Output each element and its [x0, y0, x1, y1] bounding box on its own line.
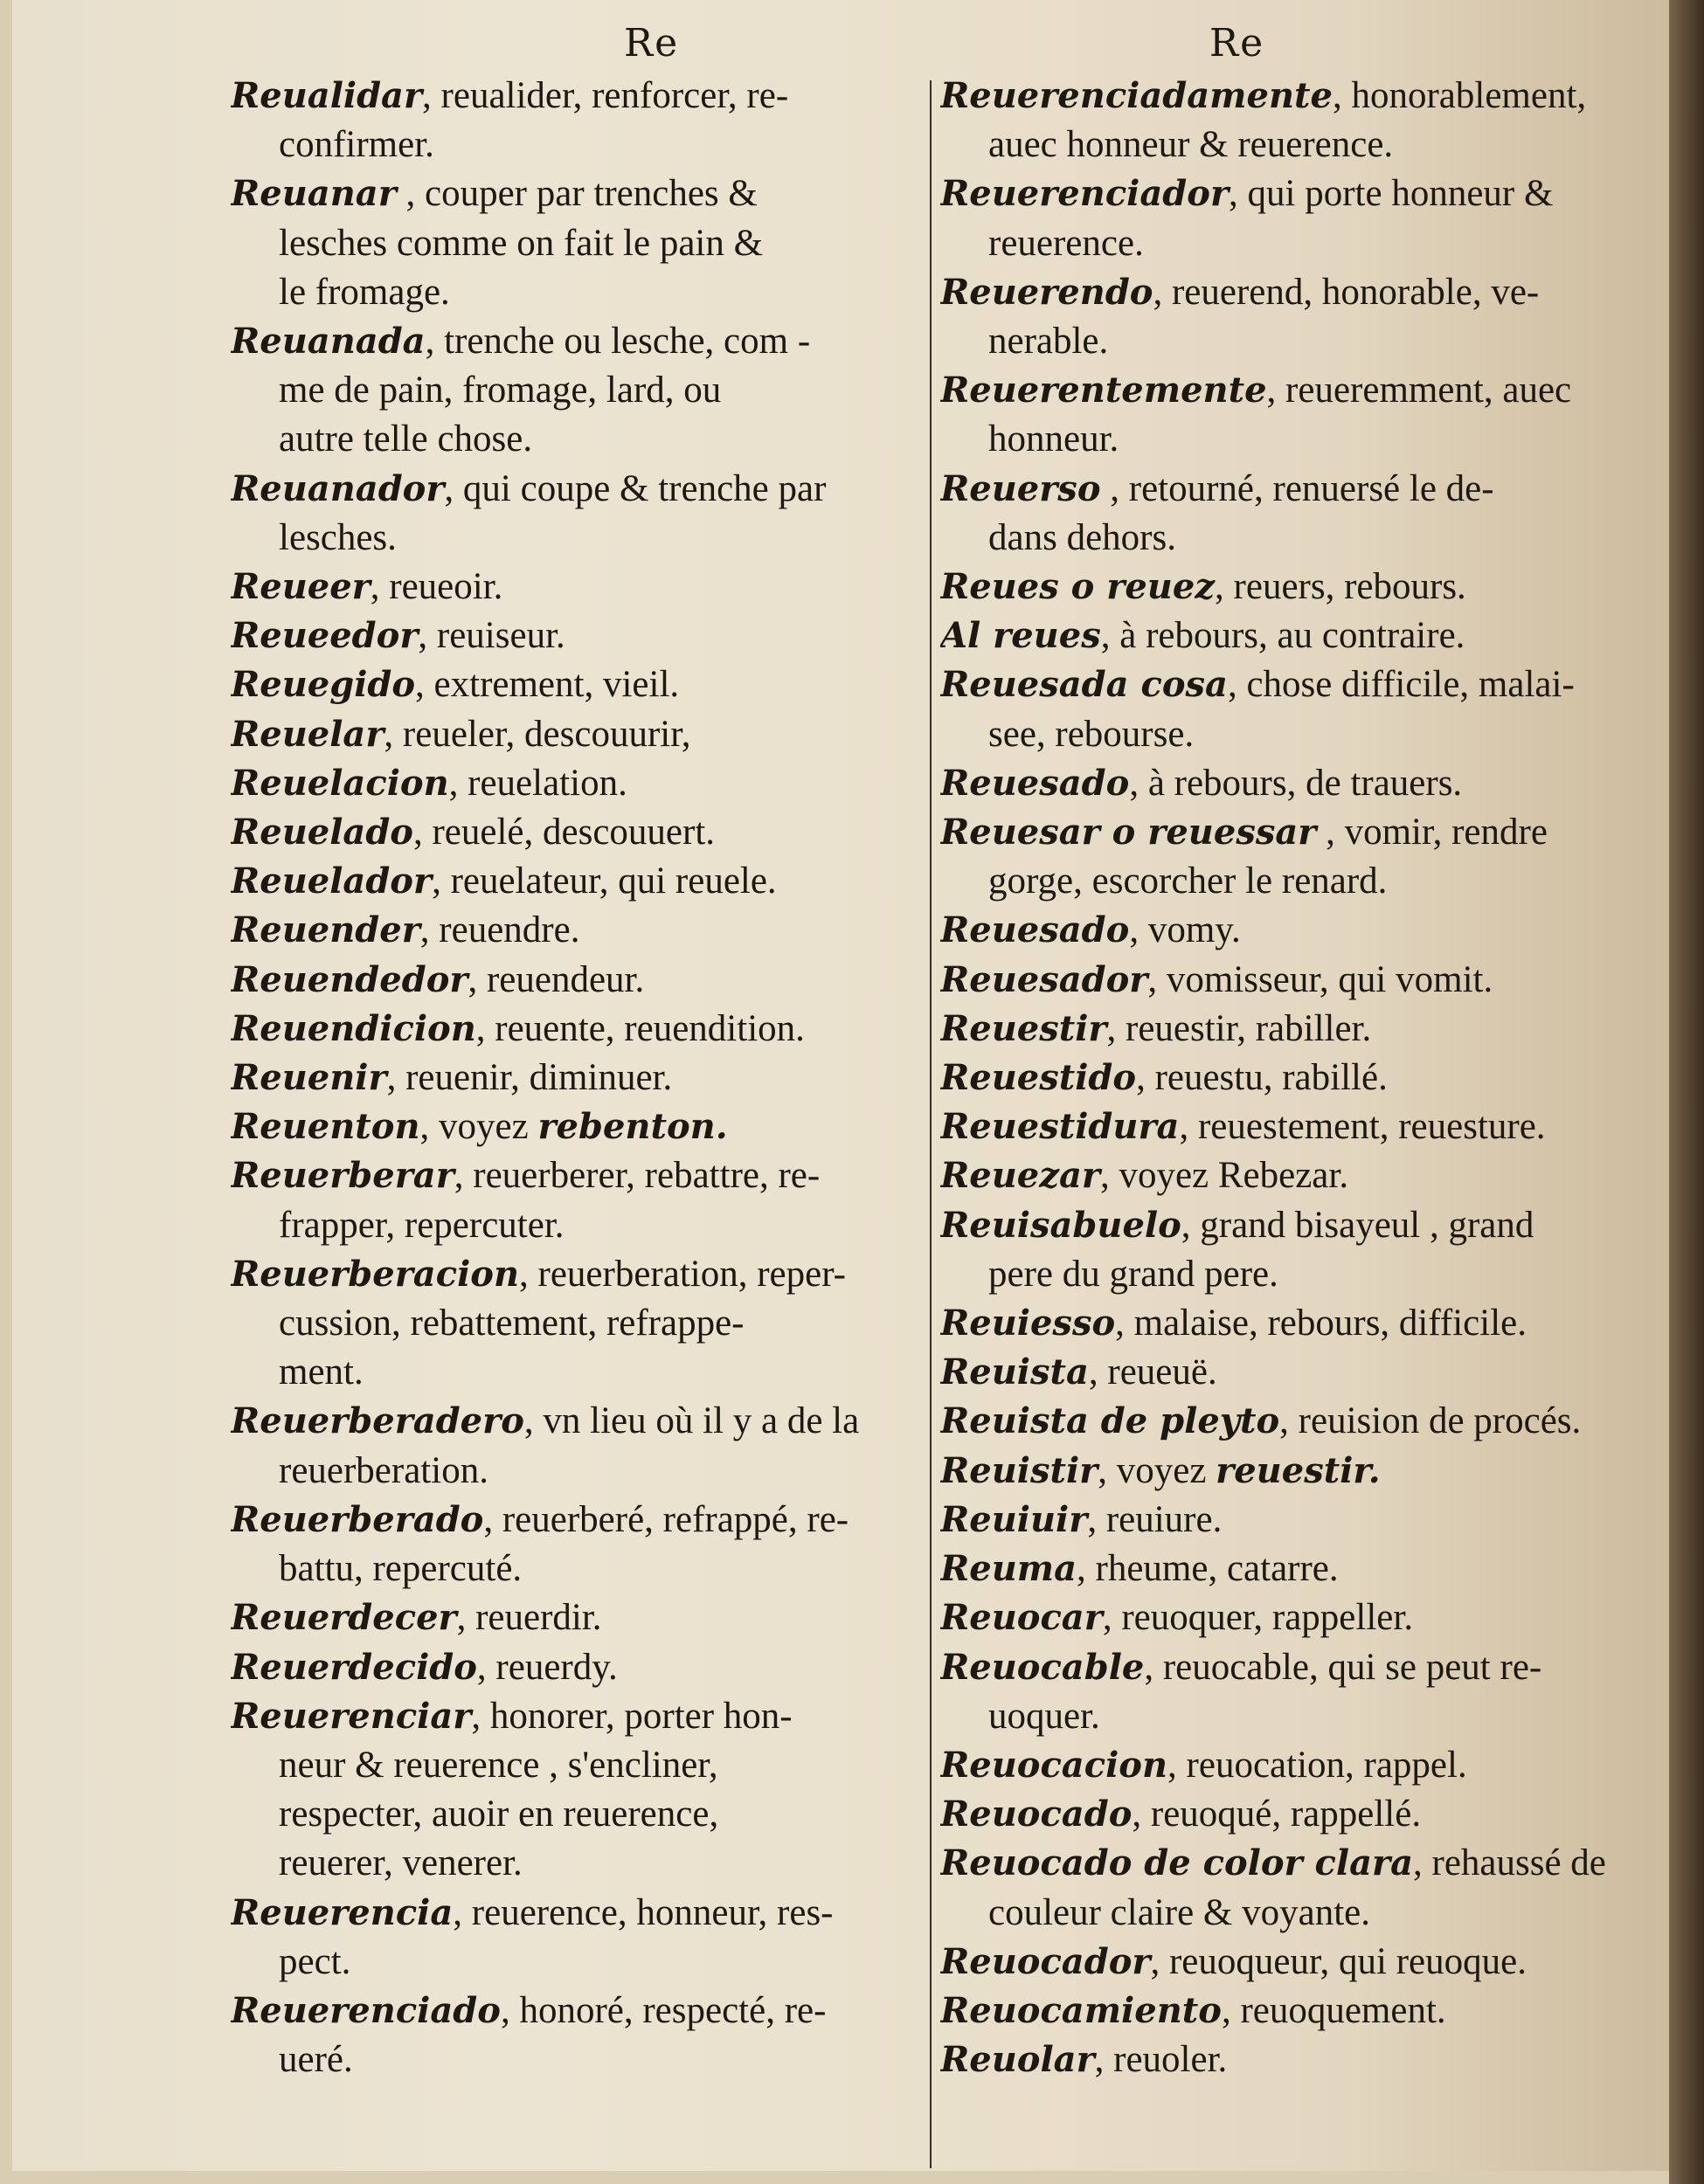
- entry-headword: Reueer: [231, 566, 371, 608]
- entry-continuation: cussion, rebattement, refrappe-: [279, 1303, 745, 1344]
- dictionary-entry: [231, 72, 912, 169]
- dictionary-entry: [231, 1151, 912, 1249]
- dictionary-entry: [231, 1643, 912, 1692]
- entry-headword: Reuocado: [940, 1794, 1133, 1835]
- entry-definition: , reuelation.: [448, 762, 627, 804]
- dictionary-entry: [231, 169, 912, 317]
- entry-definition: , reuerence, honneur, res-: [453, 1891, 834, 1933]
- entry-definition: , couper par trenches &: [396, 173, 758, 215]
- entry-continuation: auec honneur & reuerence.: [988, 124, 1394, 166]
- entry-headword: Reuelador: [231, 860, 433, 902]
- book-edge: [1669, 0, 1704, 2184]
- entry-headword: Reuanador: [231, 467, 445, 509]
- dictionary-entry: [231, 1496, 912, 1593]
- entry-definition: , reueler, descouurir,: [384, 713, 691, 755]
- entry-continuation: reuerence.: [988, 222, 1144, 264]
- dictionary-entry: [231, 906, 912, 955]
- entry-headword: Reuesar o reuessar: [940, 812, 1317, 854]
- entry-headword: Reuerenciado: [231, 1989, 501, 2031]
- dictionary-entry: [940, 1005, 1639, 1054]
- entry-definition: , reueuë.: [1088, 1351, 1217, 1393]
- entry-definition: , reuendre.: [419, 909, 580, 951]
- entry-headword: Reuerendo: [940, 271, 1153, 313]
- entry-headword: Reues o reuez: [940, 566, 1216, 608]
- entry-continuation: uoquer.: [988, 1695, 1100, 1737]
- entry-headword: Reuerberadero: [231, 1400, 524, 1442]
- entry-continuation: battu, repercuté.: [279, 1548, 523, 1590]
- dictionary-entry: [231, 660, 912, 709]
- dictionary-entry: [231, 1397, 912, 1495]
- entry-definition: , reuestu, rabillé.: [1136, 1057, 1388, 1099]
- entry-definition: , voyez: [1098, 1449, 1216, 1491]
- entry-continuation: reuerer, venerer.: [279, 1842, 523, 1884]
- dictionary-entry: [231, 1054, 912, 1102]
- dictionary-entry: [231, 1005, 912, 1054]
- entry-headword: Reuesado: [940, 909, 1130, 951]
- entry-continuation: le fromage.: [279, 271, 450, 313]
- entry-definition: , reuoqué, rappellé.: [1132, 1794, 1422, 1835]
- entry-headword: Reuista de pleyto: [940, 1400, 1280, 1442]
- entry-definition: , reuerberé, refrappé, re-: [483, 1498, 849, 1540]
- entry-headword: Reuendicion: [231, 1007, 476, 1049]
- dictionary-entry: [940, 2035, 1639, 2084]
- dictionary-entry: [940, 1102, 1639, 1151]
- entry-definition: , vn lieu où il y a de la: [523, 1400, 860, 1442]
- entry-headword: Reuender: [231, 909, 420, 951]
- entry-headword: Reuerenciador: [940, 173, 1230, 215]
- entry-definition: , vomy.: [1129, 909, 1241, 951]
- entry-headword: Reuerdecido: [231, 1646, 477, 1688]
- entry-continuation: see, rebourse.: [988, 713, 1195, 755]
- entry-continuation: reuerberation.: [279, 1449, 488, 1491]
- entry-headword: Reuerenciadamente: [940, 75, 1333, 116]
- dictionary-entry: [231, 1889, 912, 1987]
- entry-headword: Reueedor: [231, 615, 419, 657]
- entry-definition: , qui coupe & trenche par: [444, 467, 827, 509]
- entry-headword: Reuma: [940, 1548, 1077, 1590]
- entry-continuation: gorge, escorcher le renard.: [988, 860, 1388, 902]
- entry-continuation: lesches comme on fait le pain &: [279, 222, 764, 264]
- dictionary-entry: [231, 1692, 912, 1889]
- entry-headword: Reuerso: [940, 467, 1101, 509]
- entry-headword: Reuelar: [231, 713, 384, 755]
- entry-definition: , reuendeur.: [468, 958, 645, 1000]
- dictionary-entry: [940, 1054, 1639, 1102]
- entry-definition: , reuerberation, reper-: [519, 1253, 846, 1295]
- dictionary-entry: [940, 1348, 1639, 1397]
- dictionary-entry: [231, 465, 912, 563]
- entry-definition: , reuerdir.: [456, 1597, 602, 1639]
- entry-definition: , qui porte honneur &: [1229, 173, 1554, 215]
- entry-definition: , reuestir, rabiller.: [1106, 1007, 1372, 1049]
- entry-definition: , reuocable, qui se peut re-: [1144, 1646, 1542, 1688]
- entry-definition: , vomir, rendre: [1316, 812, 1548, 854]
- entry-headword: Reuanar: [231, 173, 397, 215]
- dictionary-page: [12, 0, 1686, 2171]
- dictionary-entry: [940, 1201, 1639, 1299]
- entry-definition: , rheume, catarre.: [1077, 1548, 1339, 1590]
- entry-headword: Reuerberacion: [231, 1253, 520, 1295]
- dictionary-entry: [940, 1299, 1639, 1348]
- entry-definition: , reuerberer, rebattre, re-: [454, 1155, 821, 1197]
- entry-definition: , reuocation, rappel.: [1167, 1744, 1467, 1786]
- entry-definition: , à rebours, de trauers.: [1129, 762, 1463, 804]
- entry-definition: , reuerend, honorable, ve-: [1153, 271, 1540, 313]
- entry-cross-reference: reuestir.: [1216, 1449, 1381, 1491]
- entry-continuation: confirmer.: [279, 124, 434, 166]
- dictionary-entry: [940, 759, 1639, 808]
- entry-headword: Reuiuir: [940, 1498, 1088, 1540]
- dictionary-entry: [231, 956, 912, 1005]
- entry-headword: Reuocamiento: [940, 1989, 1222, 2031]
- entry-definition: , reuers, rebours.: [1215, 566, 1466, 608]
- entry-headword: Reuesador: [940, 958, 1148, 1000]
- dictionary-entry: [940, 1397, 1639, 1446]
- dictionary-entry: [940, 366, 1639, 464]
- entry-headword: Reuocado de color clara: [940, 1842, 1414, 1884]
- entry-headword: Reuenton: [231, 1106, 420, 1148]
- entry-headword: Reuesada cosa: [940, 664, 1228, 706]
- entry-headword: Reuelacion: [231, 762, 449, 804]
- entry-definition: , vomisseur, qui vomit.: [1147, 958, 1493, 1000]
- entry-definition: , reuerdy.: [476, 1646, 618, 1688]
- dictionary-entry: [231, 563, 912, 612]
- dictionary-entry: [940, 808, 1639, 906]
- entry-headword: Reuocacion: [940, 1744, 1168, 1786]
- entry-headword: Reuezar: [940, 1155, 1100, 1197]
- dictionary-entry: [940, 1496, 1639, 1545]
- entry-cross-reference: rebenton.: [537, 1106, 728, 1148]
- entry-definition: , rehaussé de: [1413, 1842, 1606, 1884]
- entry-headword: Reuerberar: [231, 1155, 454, 1197]
- entry-definition: , reuiseur.: [418, 615, 565, 657]
- entry-continuation: autre telle chose.: [279, 418, 533, 460]
- entry-headword: Reuenir: [231, 1057, 387, 1099]
- dictionary-entry: [940, 612, 1639, 660]
- dictionary-entry: [231, 1250, 912, 1398]
- entry-headword: Reuesado: [940, 762, 1130, 804]
- entry-definition: , reuision de procés.: [1279, 1400, 1582, 1442]
- dictionary-entry: [940, 660, 1639, 758]
- entry-continuation: ment.: [279, 1351, 364, 1393]
- entry-definition: , reuelé, descouuert.: [412, 812, 716, 854]
- entry-continuation: neur & reuerence , s'encliner,: [279, 1744, 718, 1786]
- entry-definition: , honorer, porter hon-: [471, 1695, 793, 1737]
- entry-headword: Reuiesso: [940, 1303, 1116, 1344]
- entry-definition: , reuestement, reuesture.: [1179, 1106, 1546, 1148]
- dictionary-entry: [940, 906, 1639, 955]
- dictionary-entry: [940, 1643, 1639, 1741]
- entry-definition: , reueremment, auec: [1266, 370, 1572, 411]
- entry-definition: , honorablement,: [1332, 75, 1587, 116]
- entry-continuation: lesches.: [279, 516, 397, 558]
- entry-definition: , à rebours, au contraire.: [1100, 615, 1465, 657]
- dictionary-entry: [231, 1593, 912, 1642]
- entry-definition: , voyez Rebezar.: [1099, 1155, 1349, 1197]
- entry-continuation: ueré.: [279, 2039, 353, 2081]
- entry-continuation: me de pain, fromage, lard, ou: [279, 370, 722, 411]
- entry-headword: Reuegido: [231, 664, 416, 706]
- entry-headword: Reuistir: [940, 1449, 1098, 1491]
- entry-definition: , voyez: [419, 1106, 538, 1148]
- entry-definition: , chose difficile, malai-: [1227, 664, 1575, 706]
- entry-definition: , trenche ou lesche, com -: [425, 321, 811, 363]
- dictionary-entry: [940, 1151, 1639, 1200]
- entry-headword: Reuocable: [940, 1646, 1145, 1688]
- entry-continuation: frapper, repercuter.: [279, 1204, 565, 1246]
- entry-definition: , reuiure.: [1087, 1498, 1223, 1540]
- dictionary-entry: [231, 857, 912, 906]
- dictionary-entry: [940, 268, 1639, 366]
- dictionary-entry: [940, 465, 1639, 563]
- dictionary-entry: [940, 1938, 1639, 1987]
- entry-definition: , reuoquer, rappeller.: [1102, 1597, 1414, 1639]
- entry-headword: Reuerberado: [231, 1498, 484, 1540]
- entry-definition: , honoré, respecté, re-: [500, 1989, 827, 2031]
- dictionary-entry: [231, 808, 912, 857]
- entry-definition: , reuoler.: [1094, 2039, 1228, 2081]
- entry-continuation: dans dehors.: [988, 516, 1176, 558]
- entry-headword: Reuisabuelo: [940, 1204, 1181, 1246]
- dictionary-entry: [940, 1593, 1639, 1642]
- entry-definition: , reuoquement.: [1221, 1989, 1446, 2031]
- entry-definition: , reuelateur, qui reuele.: [432, 860, 777, 902]
- entry-headword: Reuocador: [940, 1940, 1151, 1982]
- entry-headword: Reuocar: [940, 1597, 1103, 1639]
- entry-headword: Reuestido: [940, 1057, 1137, 1099]
- entry-continuation: honneur.: [988, 418, 1119, 460]
- dictionary-entry: [940, 1987, 1639, 2035]
- entry-definition: , retourné, renuersé le de-: [1100, 467, 1494, 509]
- dictionary-entry: [940, 1839, 1639, 1937]
- right-column: [940, 72, 1639, 2084]
- dictionary-entry: [231, 759, 912, 808]
- entry-continuation: couleur claire & voyante.: [988, 1891, 1370, 1933]
- entry-headword: Reuerenciar: [231, 1695, 472, 1737]
- dictionary-entry: [940, 1790, 1639, 1839]
- entry-headword: Reuanada: [231, 321, 426, 363]
- entry-headword: Reualidar: [231, 75, 423, 116]
- entry-definition: , grand bisayeul , grand: [1181, 1204, 1534, 1246]
- dictionary-entry: [940, 169, 1639, 267]
- dictionary-entry: [940, 1447, 1639, 1496]
- entry-headword: Reuendedor: [231, 958, 468, 1000]
- entry-definition: , extrement, vieil.: [415, 664, 680, 706]
- entry-definition: , reuoqueur, qui reuoque.: [1150, 1940, 1527, 1982]
- running-header-left: Re: [624, 21, 680, 66]
- entry-headword: Reuerencia: [231, 1891, 454, 1933]
- entry-headword: Al reues: [940, 615, 1101, 657]
- entry-continuation: pect.: [279, 1940, 351, 1982]
- column-divider: [930, 80, 932, 2168]
- dictionary-entry: [231, 1102, 912, 1151]
- entry-continuation: pere du grand pere.: [988, 1253, 1278, 1295]
- entry-headword: Reuista: [940, 1351, 1089, 1393]
- entry-headword: Reuerdecer: [231, 1597, 457, 1639]
- entry-headword: Reuestir: [940, 1007, 1107, 1049]
- dictionary-entry: [940, 1741, 1639, 1790]
- dictionary-entry: [231, 612, 912, 660]
- dictionary-entry: [940, 1545, 1639, 1593]
- left-column: [231, 72, 912, 2084]
- entry-definition: , malaise, rebours, difficile.: [1115, 1303, 1527, 1344]
- entry-headword: Reuelado: [231, 812, 413, 854]
- dictionary-entry: [231, 710, 912, 759]
- entry-headword: Reuolar: [940, 2039, 1095, 2081]
- entry-definition: , reueoir.: [370, 566, 503, 608]
- dictionary-entry: [231, 1987, 912, 2084]
- entry-headword: Reuerentemente: [940, 370, 1267, 411]
- entry-definition: , reuenir, diminuer.: [386, 1057, 673, 1099]
- entry-headword: Reuestidura: [940, 1106, 1180, 1148]
- entry-definition: , reuente, reuendition.: [475, 1007, 805, 1049]
- entry-continuation: nerable.: [988, 321, 1109, 363]
- entry-definition: , reualider, renforcer, re-: [422, 75, 789, 116]
- dictionary-entry: [940, 563, 1639, 612]
- running-header-right: Re: [1209, 21, 1265, 66]
- entry-continuation: respecter, auoir en reuerence,: [279, 1794, 719, 1835]
- dictionary-entry: [940, 72, 1639, 169]
- dictionary-entry: [940, 956, 1639, 1005]
- dictionary-entry: [231, 317, 912, 465]
